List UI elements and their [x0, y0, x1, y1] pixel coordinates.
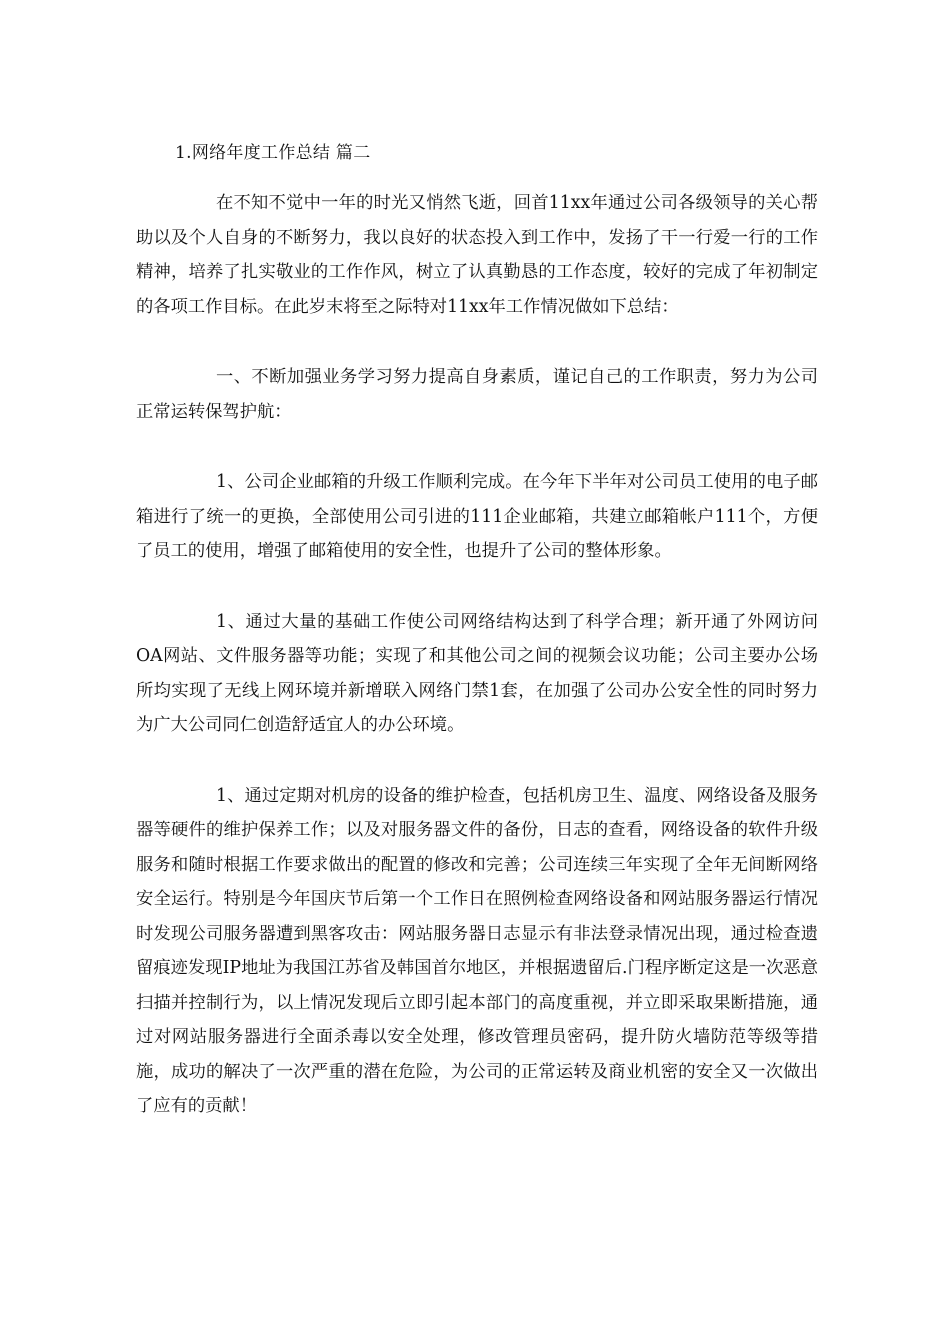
section-heading-paragraph: 一、不断加强业务学习努力提高自身素质，谨记自己的工作职责，努力为公司正常运转保驾护航：	[136, 367, 818, 422]
document-body	[136, 186, 818, 1160]
email-upgrade-paragraph: 1、公司企业邮箱的升级工作顺利完成。在今年下半年对公司员工使用的电子邮箱进行了统一的更换，全部使用公司引进的111企业邮箱，共建立邮箱帐户111个，方便了员工的使用，增强了邮箱使用的安全性，也提升了公司的整体形象。	[136, 472, 818, 561]
network-structure-paragraph: 1、通过大量的基础工作使公司网络结构达到了科学合理；新开通了外网访问OA网站、文件服务器等功能；实现了和其他公司之间的视频会议功能；公司主要办公场所均实现了无线上网环境并新增联入网络门禁1套，在加强了公司办公安全性的同时努力为广大公司同仁创造舒适宜人的办公环境。	[136, 611, 818, 735]
intro-paragraph: 在不知不觉中一年的时光又悄然飞逝，回首11xx年通过公司各级领导的关心帮助以及个人自身的不断努力，我以良好的状态投入到工作中，发扬了干一行爱一行的工作精神，培养了扎实敬业的工作作风，树立了认真勤恳的工作态度，较好的完成了年初制定的各项工作目标。在此岁末将至之际特对11xx年工作情况做如下总结：	[136, 193, 818, 317]
server-maintenance-paragraph: 1、通过定期对机房的设备的维护检查，包括机房卫生、温度、网络设备及服务器等硬件的维护保养工作；以及对服务器文件的备份，日志的查看，网络设备的软件升级服务和随时根据工作要求做出的配置的修改和完善；公司连续三年实现了全年无间断网络安全运行。特别是今年国庆节后第一个工作日在照例检查网络设备和网站服务器运行情况时发现公司服务器遭到黑客攻击：网站服务器日志显示有非法登录情况出现，通过检查遗留痕迹发现IP地址为我国江苏省及韩国首尔地区，并根据遗留后.门程序断定这是一次恶意扫描并控制行为，以上情况发现后立即引起本部门的高度重视，并立即采取果断措施，通过对网站服务器进行全面杀毒以安全处理，修改管理员密码，提升防火墙防范等级等措施，成功的解决了一次严重的潜在危险，为公司的正常运转及商业机密的安全又一次做出了应有的贡献！	[136, 785, 818, 1116]
document-title: 1.网络年度工作总结 篇二	[175, 143, 371, 163]
